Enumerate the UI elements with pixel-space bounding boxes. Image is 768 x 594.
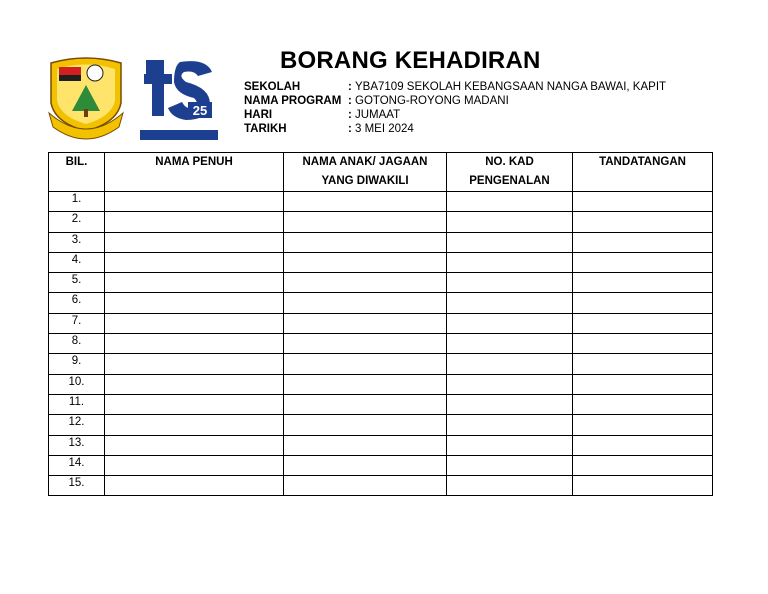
info-row-sekolah <box>244 80 666 94</box>
cell-no-kad[interactable] <box>447 273 573 293</box>
cell-bil: 9. <box>49 354 105 374</box>
cell-tandatangan[interactable] <box>573 415 713 435</box>
cell-nama-anak[interactable] <box>284 293 447 313</box>
table-header-row <box>49 153 713 192</box>
info-value: YBA7109 SEKOLAH KEBANGSAAN NANGA BAWAI, KAPIT <box>355 81 667 93</box>
header-bil: BIL. <box>49 153 105 192</box>
table-row <box>49 455 713 475</box>
info-value: JUMAAT <box>355 109 401 121</box>
ts25-mark-text: 25 <box>192 103 208 118</box>
table-row <box>49 313 713 333</box>
info-row-program <box>244 94 666 108</box>
table-row <box>49 293 713 313</box>
ts25-logo <box>138 54 220 142</box>
info-row-hari <box>244 108 666 122</box>
cell-nama-anak[interactable] <box>284 476 447 496</box>
cell-tandatangan[interactable] <box>573 435 713 455</box>
cell-tandatangan[interactable] <box>573 476 713 496</box>
cell-nama-penuh[interactable] <box>105 455 284 475</box>
cell-no-kad[interactable] <box>447 212 573 232</box>
cell-bil: 5. <box>49 273 105 293</box>
cell-bil: 10. <box>49 374 105 394</box>
table-row <box>49 232 713 252</box>
cell-bil: 15. <box>49 476 105 496</box>
cell-bil: 2. <box>49 212 105 232</box>
cell-nama-penuh[interactable] <box>105 354 284 374</box>
table-row <box>49 374 713 394</box>
cell-nama-penuh[interactable] <box>105 435 284 455</box>
cell-nama-penuh[interactable] <box>105 273 284 293</box>
cell-tandatangan[interactable] <box>573 192 713 212</box>
cell-bil: 14. <box>49 455 105 475</box>
header-nama-anak-line2: YANG DIWAKILI <box>321 175 409 187</box>
cell-nama-penuh[interactable] <box>105 293 284 313</box>
cell-nama-anak[interactable] <box>284 374 447 394</box>
cell-tandatangan[interactable] <box>573 394 713 414</box>
cell-no-kad[interactable] <box>447 354 573 374</box>
info-colon: : <box>348 95 352 107</box>
info-block <box>244 80 666 136</box>
cell-nama-anak[interactable] <box>284 192 447 212</box>
table-row <box>49 476 713 496</box>
cell-bil: 8. <box>49 334 105 354</box>
info-value: GOTONG-ROYONG MADANI <box>355 95 509 107</box>
cell-bil: 7. <box>49 313 105 333</box>
cell-nama-anak[interactable] <box>284 334 447 354</box>
info-colon: : <box>348 123 352 135</box>
cell-tandatangan[interactable] <box>573 232 713 252</box>
table-row <box>49 415 713 435</box>
table-row <box>49 354 713 374</box>
cell-nama-penuh[interactable] <box>105 476 284 496</box>
cell-no-kad[interactable] <box>447 293 573 313</box>
cell-nama-anak[interactable] <box>284 415 447 435</box>
cell-tandatangan[interactable] <box>573 273 713 293</box>
cell-no-kad[interactable] <box>447 455 573 475</box>
cell-bil: 11. <box>49 394 105 414</box>
cell-bil: 1. <box>49 192 105 212</box>
cell-tandatangan[interactable] <box>573 293 713 313</box>
header-no-kad-line1: NO. KAD <box>485 156 534 168</box>
cell-bil: 6. <box>49 293 105 313</box>
cell-no-kad[interactable] <box>447 232 573 252</box>
cell-nama-anak[interactable] <box>284 435 447 455</box>
info-colon: : <box>348 81 352 93</box>
info-label: HARI <box>244 109 273 121</box>
table-row <box>49 394 713 414</box>
cell-no-kad[interactable] <box>447 192 573 212</box>
cell-bil: 3. <box>49 232 105 252</box>
cell-nama-anak[interactable] <box>284 394 447 414</box>
header-tandatangan: TANDATANGAN <box>573 153 713 192</box>
header-nama-anak <box>284 153 447 192</box>
cell-nama-penuh[interactable] <box>105 252 284 272</box>
cell-no-kad[interactable] <box>447 313 573 333</box>
page-title: BORANG KEHADIRAN <box>280 47 541 74</box>
cell-tandatangan[interactable] <box>573 374 713 394</box>
cell-nama-penuh[interactable] <box>105 334 284 354</box>
cell-tandatangan[interactable] <box>573 212 713 232</box>
cell-no-kad[interactable] <box>447 252 573 272</box>
info-row-tarikh <box>244 122 666 136</box>
cell-nama-penuh[interactable] <box>105 232 284 252</box>
table-row <box>49 212 713 232</box>
cell-nama-penuh[interactable] <box>105 192 284 212</box>
cell-nama-penuh[interactable] <box>105 374 284 394</box>
cell-no-kad[interactable] <box>447 435 573 455</box>
header-no-kad-line2: PENGENALAN <box>469 175 550 187</box>
header-nama-penuh: NAMA PENUH <box>105 153 284 192</box>
cell-nama-anak[interactable] <box>284 232 447 252</box>
cell-nama-anak[interactable] <box>284 212 447 232</box>
header-no-kad <box>447 153 573 192</box>
info-label: NAMA PROGRAM <box>244 95 342 107</box>
cell-bil: 12. <box>49 415 105 435</box>
cell-no-kad[interactable] <box>447 374 573 394</box>
cell-nama-anak[interactable] <box>284 313 447 333</box>
school-crest-logo <box>47 53 125 141</box>
cell-bil: 4. <box>49 252 105 272</box>
cell-bil: 13. <box>49 435 105 455</box>
header-nama-anak-line1: NAMA ANAK/ JAGAAN <box>302 156 428 168</box>
info-value: 3 MEI 2024 <box>355 123 414 135</box>
cell-no-kad[interactable] <box>447 394 573 414</box>
table-row <box>49 273 713 293</box>
cell-nama-penuh[interactable] <box>105 313 284 333</box>
cell-tandatangan[interactable] <box>573 354 713 374</box>
cell-nama-anak[interactable] <box>284 354 447 374</box>
info-colon: : <box>348 109 352 121</box>
attendance-table <box>48 152 713 496</box>
cell-no-kad[interactable] <box>447 415 573 435</box>
cell-tandatangan[interactable] <box>573 252 713 272</box>
cell-no-kad[interactable] <box>447 334 573 354</box>
cell-nama-anak[interactable] <box>284 455 447 475</box>
table-row <box>49 252 713 272</box>
table-row <box>49 334 713 354</box>
cell-tandatangan[interactable] <box>573 334 713 354</box>
table-row <box>49 435 713 455</box>
table-row <box>49 192 713 212</box>
cell-tandatangan[interactable] <box>573 455 713 475</box>
cell-no-kad[interactable] <box>447 476 573 496</box>
cell-nama-penuh[interactable] <box>105 415 284 435</box>
cell-nama-penuh[interactable] <box>105 212 284 232</box>
info-label: TARIKH <box>244 123 287 135</box>
cell-tandatangan[interactable] <box>573 313 713 333</box>
info-label: SEKOLAH <box>244 81 301 93</box>
cell-nama-anak[interactable] <box>284 273 447 293</box>
cell-nama-anak[interactable] <box>284 252 447 272</box>
cell-nama-penuh[interactable] <box>105 394 284 414</box>
